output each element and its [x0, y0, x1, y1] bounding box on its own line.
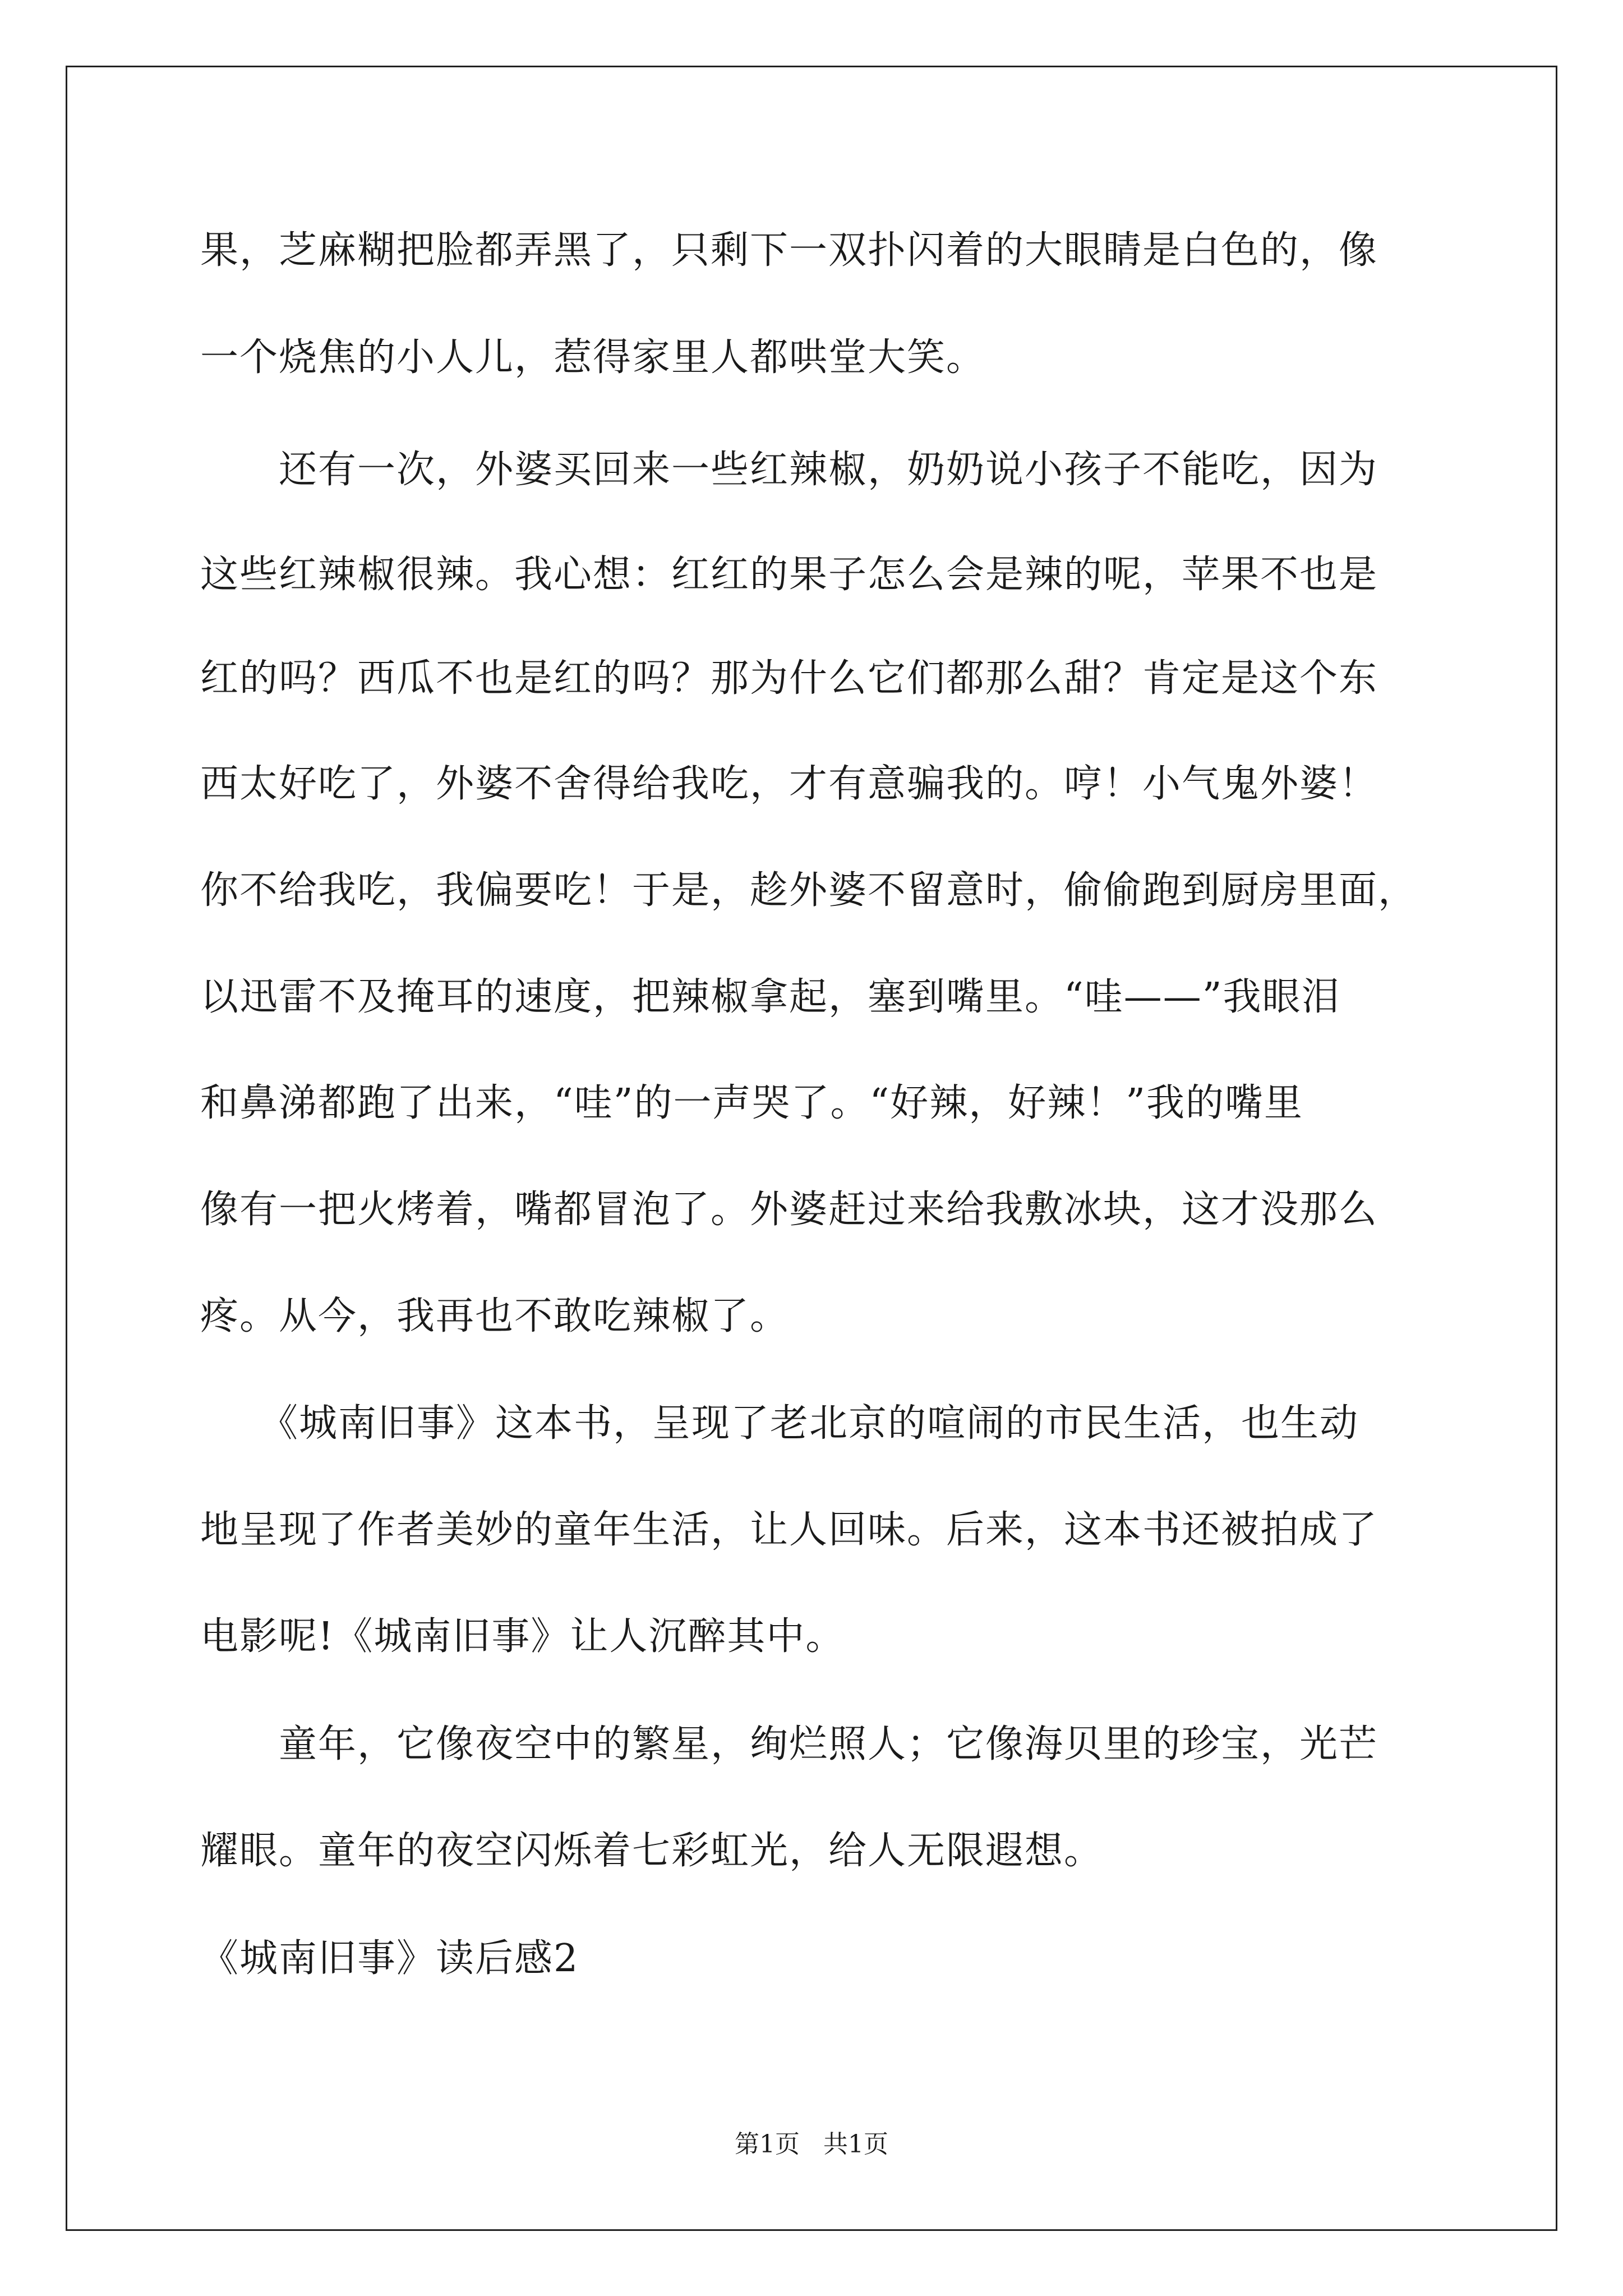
- body-line: 电影呢!《城南旧事》让人沉醉其中。: [200, 1614, 845, 1659]
- body-line: 这些红辣椒很辣。我心想：红红的果子怎么会是辣的呢，苹果不也是: [200, 553, 1378, 597]
- paragraph-line: 还有一次，外婆买回来一些红辣椒，奶奶说小孩子不能吃，因为: [200, 448, 1378, 492]
- body-line: 和鼻涕都跑了出来，“哇”的一声哭了。“好辣，好辣！”我的嘴里: [200, 1081, 1304, 1125]
- paragraph-line: 《城南旧事》这本书，呈现了老北京的喧闹的市民生活，也生动: [200, 1401, 1359, 1446]
- body-line: 西太好吃了，外婆不舍得给我吃，才有意骗我的。哼！小气鬼外婆！: [200, 762, 1378, 806]
- section-heading: 《城南旧事》读后感2: [200, 1936, 579, 1981]
- body-line: 你不给我吃，我偏要吃！于是，趁外婆不留意时，偷偷跑到厨房里面，: [200, 868, 1418, 913]
- paragraph-line: 童年，它像夜空中的繁星，绚烂照人；它像海贝里的珍宝，光芒: [200, 1722, 1378, 1766]
- body-line: 一个烧焦的小人儿，惹得家里人都哄堂大笑。: [200, 335, 986, 380]
- page-border: [66, 66, 1557, 2231]
- body-line: 红的吗？西瓜不也是红的吗？那为什么它们都那么甜？肯定是这个东: [200, 656, 1378, 701]
- body-line: 疼。从今，我再也不敢吃辣椒了。: [200, 1294, 790, 1338]
- body-line: 以迅雷不及掩耳的速度，把辣椒拿起，塞到嘴里。“哇——”我眼泪: [200, 975, 1341, 1019]
- page-footer: 第1页 共1页: [735, 2130, 888, 2159]
- body-line: 地呈现了作者美妙的童年生活，让人回味。后来，这本书还被拍成了: [200, 1508, 1378, 1552]
- body-line: 像有一把火烤着，嘴都冒泡了。外婆赶过来给我敷冰块，这才没那么: [200, 1188, 1378, 1232]
- body-line: 果，芝麻糊把脸都弄黑了，只剩下一双扑闪着的大眼睛是白色的，像: [200, 228, 1378, 273]
- body-line: 耀眼。童年的夜空闪烁着七彩虹光，给人无限遐想。: [200, 1829, 1104, 1873]
